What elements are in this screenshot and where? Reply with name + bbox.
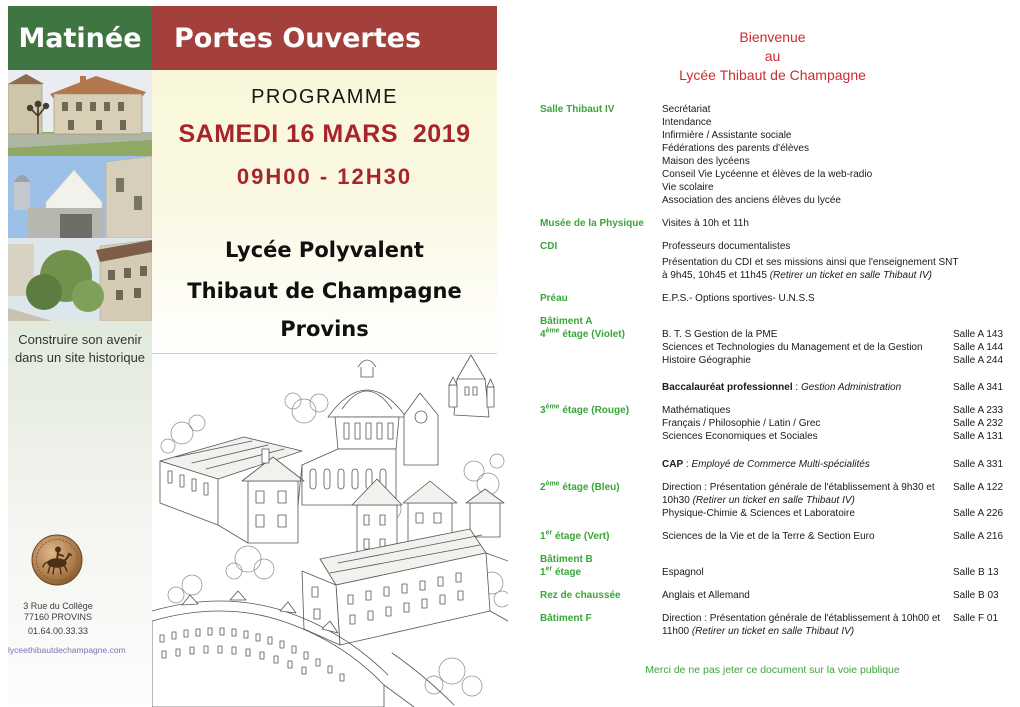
item-text-segment: Physique-Chimie & Sciences et Laboratoire (662, 508, 855, 519)
schedule-item (662, 430, 1005, 443)
item-text (662, 417, 953, 430)
campus-photo-1 (8, 70, 152, 156)
item-text-segment: : (792, 382, 801, 393)
item-text (662, 507, 953, 520)
table-row (540, 481, 1005, 520)
item-text-segment: Infirmière / Assistante sociale (662, 130, 792, 141)
item-text (662, 240, 953, 253)
welcome-title-line-2: au (764, 48, 781, 64)
item-text-segment: (Retirer un ticket en salle Thibaut IV) (691, 626, 855, 637)
row-label-line (540, 217, 662, 230)
schedule-table (540, 103, 1005, 638)
item-text-line (662, 404, 953, 417)
schedule-item (662, 417, 1005, 430)
item-text-segment: Sciences Economiques et Sociales (662, 431, 818, 442)
row-label-line (540, 328, 662, 341)
table-row (540, 315, 1005, 328)
school-phone: 01.64.00.33.33 (27, 626, 89, 636)
item-text-line (662, 354, 953, 367)
item-text (662, 181, 953, 194)
row-label-text: er (545, 529, 553, 537)
item-text-segment: Présentation du CDI et ses missions ainsi que l'enseignement SNT (662, 257, 959, 268)
schedule-item (662, 404, 1005, 417)
item-text-segment: E.P.S.- Options sportives- U.N.S.S (662, 293, 815, 304)
item-text-line (662, 168, 953, 181)
row-label-text: ème (545, 327, 560, 335)
row-label-text: étage (552, 567, 582, 578)
row-items (662, 612, 1005, 638)
schedule-item (662, 507, 1005, 520)
table-row (540, 589, 1005, 602)
item-text (662, 612, 953, 638)
item-text-line (662, 116, 953, 129)
row-label-text: Musée de la Physique (540, 218, 644, 229)
item-text (662, 589, 953, 602)
row-items (662, 217, 1005, 230)
item-text (662, 566, 953, 579)
item-text-line (662, 417, 953, 430)
item-text-segment: 10h30 (662, 495, 693, 506)
item-text-line (662, 240, 953, 253)
item-text (662, 292, 953, 305)
schedule-item (662, 181, 1005, 194)
row-label-line (540, 404, 662, 417)
school-tagline (8, 331, 152, 367)
address-line-2: 77160 PROVINS (23, 612, 93, 622)
room-number: Salle A 233 (953, 405, 1004, 416)
room-number: Salle A 226 (953, 508, 1004, 519)
row-label (540, 292, 662, 305)
welcome-title (540, 28, 1005, 85)
table-row (540, 553, 1005, 566)
table-row (540, 217, 1005, 230)
item-text-segment: (Retirer un ticket en salle Thibaut IV) (769, 270, 932, 281)
row-label (540, 217, 662, 230)
row-label-text: CDI (540, 241, 558, 252)
banner-green-block (8, 6, 152, 70)
row-label-text: 3 (540, 405, 546, 416)
banner-red-block (152, 6, 497, 70)
row-label-text: Salle Thibaut IV (540, 104, 615, 115)
row-label-text: Bâtiment B (540, 554, 593, 565)
row-label (540, 315, 662, 328)
item-text-segment: Gestion Administration (800, 382, 902, 393)
item-text (662, 341, 953, 354)
item-text-segment: CAP (662, 459, 684, 470)
item-text-line (662, 292, 953, 305)
item-text-segment: Baccalauréat professionnel (662, 382, 793, 393)
item-text-segment: Mathématiques (662, 405, 731, 416)
item-text-line (662, 328, 953, 341)
row-label-line (540, 589, 662, 602)
row-items (662, 328, 1005, 394)
school-name-line-2: Thibaut de Champagne (187, 279, 462, 303)
row-items (662, 553, 1005, 566)
row-label (540, 404, 662, 471)
row-items (662, 404, 1005, 471)
item-text-segment: Espagnol (662, 567, 704, 578)
schedule-item (662, 458, 1005, 471)
item-text-segment: Secrétariat (662, 104, 711, 115)
campus-photo-2 (8, 156, 152, 238)
row-label (540, 553, 662, 566)
schedule-item (662, 240, 1005, 253)
row-label-line (540, 530, 662, 543)
welcome-title-line-3: Lycée Thibaut de Champagne (679, 67, 866, 83)
schedule-item (662, 381, 1005, 394)
welcome-sheet (540, 28, 1005, 677)
photo-sidebar (8, 70, 152, 707)
row-items (662, 566, 1005, 579)
item-text-segment: Intendance (662, 117, 712, 128)
row-items (662, 530, 1005, 543)
item-text-segment: Histoire Géographie (662, 355, 751, 366)
room-number: Salle A 122 (953, 482, 1004, 493)
schedule-item (662, 292, 1005, 305)
item-text-line (662, 256, 959, 269)
row-label-line (540, 103, 662, 116)
row-items (662, 103, 1005, 207)
table-row (540, 292, 1005, 305)
banner-word-matinee: Matinée (18, 22, 142, 54)
row-label-text: étage (Rouge) (559, 405, 630, 416)
event-date: SAMEDI 16 MARS 2019 (178, 120, 471, 148)
item-text-segment: Français / Philosophie / Latin / Grec (662, 418, 821, 429)
row-items (662, 240, 1005, 282)
row-label-text: étage (Violet) (559, 329, 625, 340)
welcome-title-line-1: Bienvenue (739, 29, 806, 45)
table-row (540, 566, 1005, 579)
town-sketch-drawing (152, 353, 508, 707)
item-text-line (662, 269, 953, 282)
item-text-line (662, 481, 953, 494)
row-label (540, 530, 662, 543)
item-text-segment: Fédérations des parents d'élèves (662, 143, 809, 154)
item-text-segment: Maison des lycéens (662, 156, 750, 167)
item-text-segment: Direction : Présentation générale de l'établissement à 9h30 et (662, 482, 935, 493)
item-text-line (662, 566, 953, 579)
item-text-line (662, 129, 953, 142)
item-text-line (662, 103, 953, 116)
schedule-item (662, 116, 1005, 129)
table-row (540, 328, 1005, 394)
item-text-line (662, 507, 953, 520)
school-name-line-1: Lycée Polyvalent (225, 238, 424, 262)
item-text-segment: Sciences de la Vie et de la Terre & Section Euro (662, 531, 875, 542)
item-text-line (662, 625, 953, 638)
item-text-line (662, 381, 953, 394)
item-text-line (662, 530, 953, 543)
room-number: Salle A 331 (953, 459, 1004, 470)
row-items (662, 292, 1005, 305)
campus-photo-3 (8, 238, 152, 321)
item-text (662, 354, 953, 367)
row-items (662, 315, 1005, 328)
item-text (662, 217, 953, 230)
item-text-segment: B. T. S Gestion de la PME (662, 329, 778, 340)
banner-words-portes-ouvertes: Portes Ouvertes (174, 22, 422, 54)
programme-heading: PROGRAMME (251, 86, 398, 108)
item-text-segment: 11h00 (662, 626, 692, 637)
item-text-line (662, 194, 953, 207)
row-label-text: 1 (540, 567, 546, 578)
item-text-segment: à 9h45, 10h45 et 11h45 (662, 270, 770, 281)
row-label-text: Bâtiment F (540, 613, 592, 624)
item-text (662, 155, 953, 168)
table-row (540, 103, 1005, 207)
room-number: Salle B 03 (953, 590, 999, 601)
item-text (662, 103, 953, 116)
row-label-text: 4 (540, 329, 546, 340)
row-label-line (540, 315, 662, 328)
row-label (540, 566, 662, 579)
row-label-line (540, 481, 662, 494)
tagline-line-1: Construire son avenir (18, 332, 142, 347)
item-text (662, 481, 953, 507)
item-text-line (662, 155, 953, 168)
row-items (662, 481, 1005, 520)
item-text (662, 256, 959, 282)
row-label-line (540, 566, 662, 579)
item-text (662, 194, 953, 207)
item-text (662, 142, 953, 155)
row-label-line (540, 553, 662, 566)
item-text (662, 381, 953, 394)
programme-panel (152, 70, 497, 354)
item-text-line (662, 142, 953, 155)
schedule-item (662, 142, 1005, 155)
room-number: Salle A 131 (953, 431, 1004, 442)
item-text-line (662, 217, 953, 230)
schedule-item (662, 256, 1005, 282)
row-label-text: étage (Bleu) (559, 482, 620, 493)
item-text (662, 458, 953, 471)
room-number: Salle A 144 (953, 342, 1004, 353)
schedule-item (662, 155, 1005, 168)
item-text (662, 530, 953, 543)
room-number: Salle F 01 (953, 613, 999, 624)
schedule-item (662, 129, 1005, 142)
equestrian-seal-medallion (31, 534, 83, 586)
row-label-text: Bâtiment A (540, 316, 593, 327)
row-label-line (540, 292, 662, 305)
item-text-line (662, 589, 953, 602)
item-text (662, 404, 953, 417)
item-text (662, 168, 953, 181)
row-label (540, 589, 662, 602)
table-row (540, 404, 1005, 471)
schedule-item (662, 194, 1005, 207)
room-number: Salle B 13 (953, 567, 999, 578)
schedule-item (662, 168, 1005, 181)
schedule-item (662, 103, 1005, 116)
item-text (662, 129, 953, 142)
item-text (662, 116, 953, 129)
schedule-item (662, 589, 1005, 602)
schedule-item (662, 481, 1005, 507)
schedule-item (662, 530, 1005, 543)
item-text-segment: Employé de Commerce Multi-spécialités (691, 459, 870, 470)
row-label-text: 1 (540, 531, 546, 542)
tagline-line-2: dans un site historique (14, 350, 146, 365)
item-text (662, 430, 953, 443)
schedule-item (662, 217, 1005, 230)
table-row (540, 612, 1005, 638)
row-label-text: Rez de chaussée (540, 590, 621, 601)
row-label-text: étage (Vert) (552, 531, 610, 542)
item-text-line (662, 458, 953, 471)
item-text-line (662, 494, 953, 507)
schedule-item (662, 354, 1005, 367)
table-row (540, 530, 1005, 543)
row-label (540, 328, 662, 394)
room-number: Salle A 232 (953, 418, 1004, 429)
item-text-segment: Anglais et Allemand (662, 590, 750, 601)
room-number: Salle A 341 (953, 382, 1004, 393)
row-label-text: Préau (540, 293, 568, 304)
schedule-item (662, 566, 1005, 579)
school-website: lyceethibautdechampagne.com (8, 645, 126, 655)
row-label (540, 481, 662, 520)
schedule-item (662, 328, 1005, 341)
row-items (662, 589, 1005, 602)
item-text-segment: Association des anciens élèves du lycée (662, 195, 841, 206)
item-text (662, 328, 953, 341)
item-text-segment: Direction : Présentation générale de l'établissement à 10h00 et (662, 613, 941, 624)
item-text-segment: (Retirer un ticket en salle Thibaut IV) (692, 495, 855, 506)
row-label-line (540, 612, 662, 625)
item-text-segment: Vie scolaire (662, 182, 714, 193)
row-label-line (540, 240, 662, 253)
item-text-segment: Conseil Vie Lycéenne et élèves de la web-radio (662, 169, 873, 180)
address-line-1: 3 Rue du Collège (23, 601, 93, 611)
item-text-line (662, 612, 953, 625)
item-text-line (662, 430, 953, 443)
row-label-text: 2 (540, 482, 546, 493)
school-address (8, 601, 108, 623)
room-number: Salle A 216 (953, 531, 1004, 542)
row-label-text: er (545, 565, 553, 573)
schedule-item (662, 612, 1005, 638)
footer-notice: Merci de ne pas jeter ce document sur la voie publique (645, 664, 900, 676)
right-page (510, 0, 1020, 707)
item-text-segment: Visites à 10h et 11h (662, 218, 749, 229)
row-label-text: ème (545, 480, 560, 488)
item-text-segment: Professeurs documentalistes (662, 241, 791, 252)
item-text-line (662, 341, 953, 354)
schedule-item (662, 341, 1005, 354)
item-text-segment: Sciences et Technologies du Management et de la Gestion (662, 342, 923, 353)
room-number: Salle A 143 (953, 329, 1004, 340)
item-text-segment: : (683, 459, 692, 470)
room-number: Salle A 244 (953, 355, 1004, 366)
table-row (540, 240, 1005, 282)
item-text-line (662, 181, 953, 194)
row-label-text: ème (545, 403, 560, 411)
school-name-line-3: Provins (280, 317, 369, 341)
row-label (540, 612, 662, 638)
row-label (540, 103, 662, 207)
row-label (540, 240, 662, 282)
event-time: 09H00 - 12H30 (236, 164, 413, 189)
